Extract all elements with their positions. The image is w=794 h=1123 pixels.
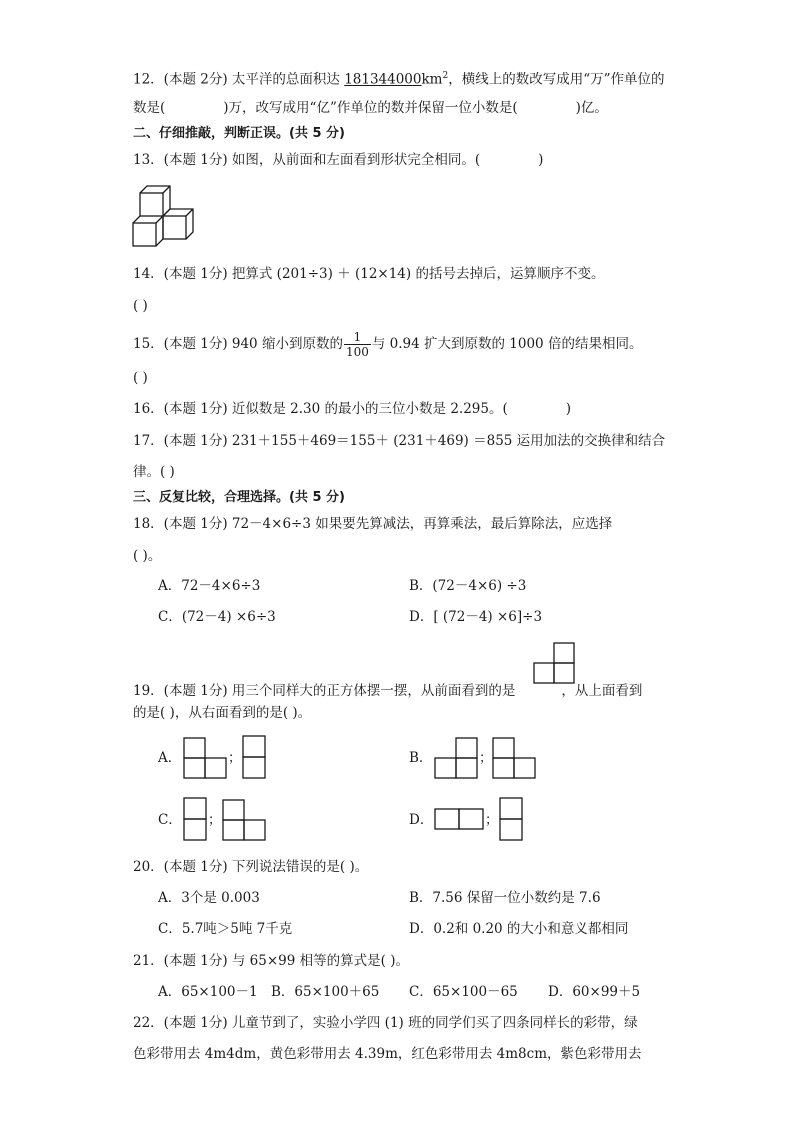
- q21-option-b[interactable]: B．65×100＋65: [271, 984, 380, 1000]
- q21-line: 21．(本题 1分) 与 65×99 相等的算式是( )。: [133, 953, 409, 969]
- q12-text-c: 数是(: [133, 100, 166, 116]
- q19-option-a-figure-1[interactable]: [183, 737, 227, 779]
- q19-option-b-sep: ；: [479, 750, 493, 766]
- q19-option-b-figure-2[interactable]: [492, 737, 536, 779]
- q19-option-b-label[interactable]: B．: [409, 750, 433, 766]
- q18-line2: ( )。: [133, 548, 162, 564]
- q15-line: [133, 330, 642, 359]
- section-2-title: 二、仔细推敲，判断正误。(共 5 分): [133, 126, 345, 141]
- q12-line1: [133, 66, 665, 90]
- q21-option-c[interactable]: C．65×100－65: [409, 984, 518, 1000]
- q19-option-d-figure-2[interactable]: [499, 797, 523, 841]
- q15-text-b: 与 0.94 扩大到原数的 1000 倍的结果相同。: [371, 336, 643, 352]
- q12-unit-sup: 2: [442, 71, 449, 81]
- q18-option-c[interactable]: C．(72－4) ×6÷3: [158, 609, 276, 625]
- q19-text-a: 19．(本题 1分) 用三个同样大的正方体摆一摆，从前面看到的是: [133, 683, 516, 699]
- q14-line: 14．(本题 1分) 把算式 (201÷3) ＋ (12×14) 的括号去掉后，运算顺序不变。: [133, 266, 605, 282]
- q19-option-d-sep: ；: [485, 812, 499, 828]
- q17-line2: 律。( ): [133, 464, 175, 480]
- q22-line1: 22．(本题 1分) 儿童节到了，实验小学四 (1) 班的同学们买了四条同样长的彩带，绿: [133, 1015, 638, 1031]
- q18-line1: 18．(本题 1分) 72－4×6÷3 如果要先算减法，再算乘法，最后算除法，应选择: [133, 516, 613, 532]
- q19-option-c-figure-2[interactable]: [222, 799, 266, 841]
- q13-line: [133, 150, 543, 170]
- q12-number: 181344000: [344, 71, 422, 88]
- q19-option-c-sep: ；: [208, 812, 222, 828]
- q19-option-a-sep: ；: [228, 750, 242, 766]
- q21-option-d[interactable]: D．60×99＋5: [548, 984, 641, 1000]
- q12-text-d: )万，改写成用“亿”作单位的数并保留一位小数是(: [223, 100, 518, 116]
- q19-option-c-figure-1[interactable]: [183, 797, 207, 841]
- q18-option-b[interactable]: B．(72－4×6) ÷3: [409, 578, 527, 594]
- q17-line1: 17．(本题 1分) 231＋155＋469＝155＋ (231＋469) ＝855 运用加法的交换律和结合: [133, 433, 666, 449]
- q15-answer-paren[interactable]: ( ): [133, 370, 148, 386]
- q20-option-c[interactable]: C．5.7吨＞5吨 7千克: [158, 921, 293, 937]
- q22-line2: 色彩带用去 4m4dm，黄色彩带用去 4.39m，红色彩带用去 4m8cm，紫色彩带用去: [133, 1046, 642, 1062]
- q16-line: [133, 399, 571, 419]
- q20-option-a[interactable]: A．3个是 0.003: [158, 890, 260, 906]
- q12-line2: [133, 98, 608, 118]
- q19-option-d-figure-1[interactable]: [434, 808, 484, 830]
- q12-text-b: ，横线上的数改写成用“万”作单位的: [448, 71, 665, 88]
- q19-option-b-figure-1[interactable]: [434, 737, 478, 779]
- q19-line1: [133, 681, 642, 701]
- q15-frac-den: 100: [345, 345, 369, 359]
- q15-fraction: [344, 330, 371, 359]
- q19-option-a-figure-2[interactable]: [242, 735, 266, 779]
- q12-text-e: )亿。: [575, 100, 608, 116]
- q12-text-a: 12．(本题 2分) 太平洋的总面积达: [133, 71, 345, 88]
- q20-line: 20．(本题 1分) 下列说法错误的是( )。: [133, 859, 369, 875]
- q19-line2: 的是( )，从右面看到的是( )。: [133, 705, 312, 721]
- q15-frac-num: 1: [344, 330, 371, 345]
- q13-close: ): [538, 152, 544, 168]
- q19-front-view-figure: [533, 642, 575, 684]
- q21-option-a[interactable]: A．65×100－1: [158, 984, 258, 1000]
- q19-text-b: ，从上面看到: [561, 683, 643, 699]
- q18-option-d[interactable]: D．[ (72－4) ×6]÷3: [409, 609, 543, 625]
- q19-option-d-label[interactable]: D．: [409, 812, 434, 828]
- q20-option-d[interactable]: D．0.2和 0.20 的大小和意义都相同: [409, 921, 629, 937]
- q16-close: ): [565, 401, 572, 417]
- q12-unit: km: [421, 71, 443, 88]
- q14-answer-paren[interactable]: ( ): [133, 298, 148, 314]
- q19-option-c-label[interactable]: C．: [158, 812, 182, 828]
- section-3-title: 三、反复比较，合理选择。(共 5 分): [133, 490, 345, 505]
- q16-text: 16．(本题 1分) 近似数是 2.30 的最小的三位小数是 2.295。(: [133, 401, 508, 417]
- q18-option-a[interactable]: A．72－4×6÷3: [158, 578, 261, 594]
- q13-text: 13．(本题 1分) 如图，从前面和左面看到形状完全相同。(: [133, 152, 481, 168]
- q15-text-a: 15．(本题 1分) 940 缩小到原数的: [133, 336, 343, 352]
- q20-option-b[interactable]: B．7.56 保留一位小数约是 7.6: [409, 890, 601, 906]
- q13-cube-figure: [131, 183, 201, 249]
- q19-option-a-label[interactable]: A．: [158, 750, 182, 766]
